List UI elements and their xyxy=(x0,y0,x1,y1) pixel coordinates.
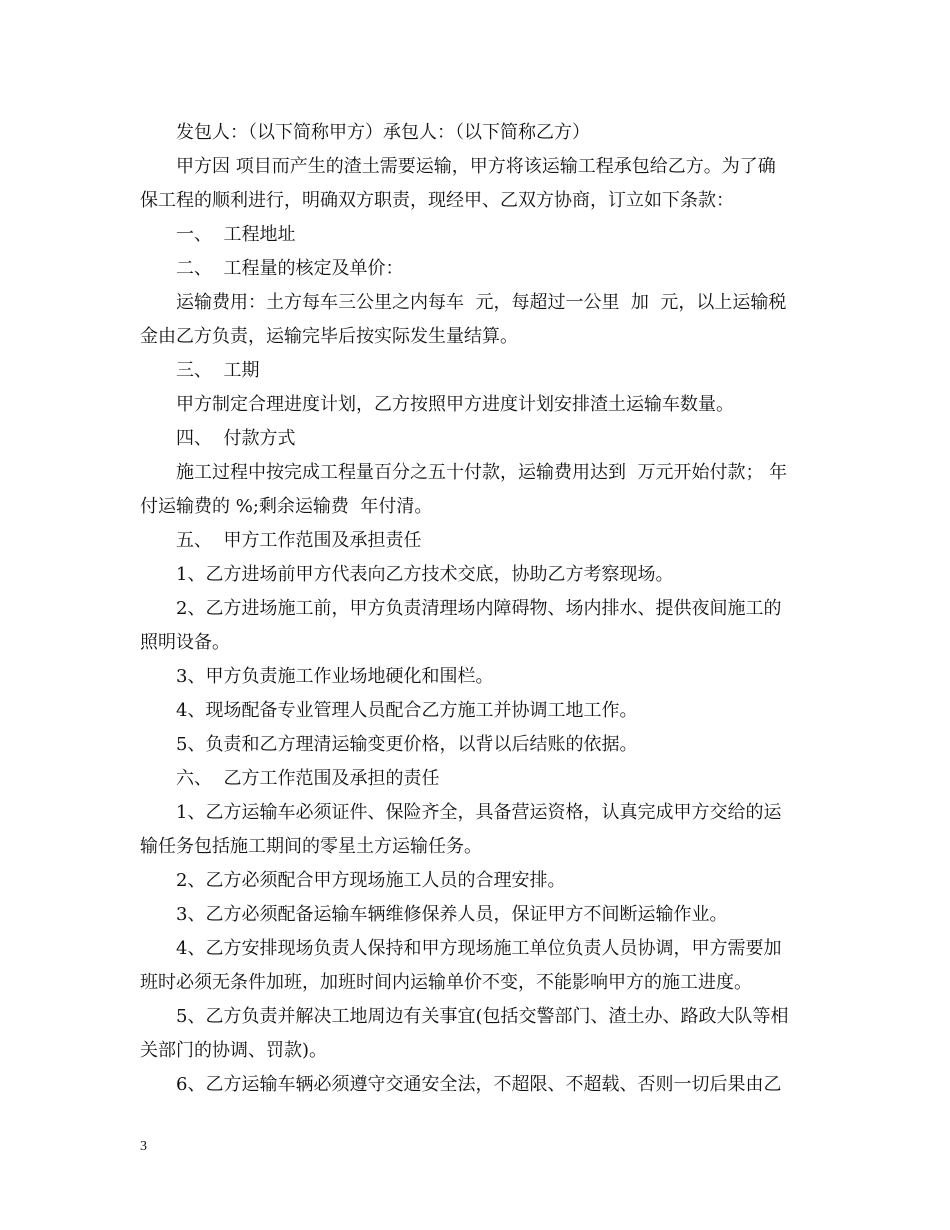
text-line: 3、乙方必须配备运输车辆维修保养人员，保证甲方不间断运输作业。 xyxy=(176,904,728,925)
text-line: 四、 付款方式 xyxy=(176,428,296,449)
text-line: 6、乙方运输车辆必须遵守交通安全法，不超限、不超载、否则一切后果由乙 xyxy=(176,1074,782,1095)
text-line: 发包人：（以下简称甲方）承包人：（以下简称乙方） xyxy=(176,122,590,143)
text-line: 施工过程中按完成工程量百分之五十付款，运输费用达到 万元开始付款； 年 xyxy=(176,462,788,483)
text-line: 甲方因 项目而产生的渣土需要运输，甲方将该运输工程承包给乙方。为了确 xyxy=(176,156,776,177)
text-line: 4、乙方安排现场负责人保持和甲方现场施工单位负责人员协调，甲方需要加 xyxy=(176,938,782,959)
text-line: 甲方制定合理进度计划，乙方按照甲方进度计划安排渣土运输车数量。 xyxy=(176,394,734,415)
text-line: 五、 甲方工作范围及承担责任 xyxy=(176,530,422,551)
text-line: 二、 工程量的核定及单价： xyxy=(176,258,404,279)
text-line: 关部门的协调、罚款)。 xyxy=(140,1040,328,1061)
text-line: 照明设备。 xyxy=(140,632,230,653)
text-line: 3、甲方负责施工作业场地硬化和围栏。 xyxy=(176,666,494,687)
text-line: 六、 乙方工作范围及承担的责任 xyxy=(176,768,440,789)
text-line: 运输费用：土方每车三公里之内每车 元，每超过一公里 加 元，以上运输税 xyxy=(176,292,787,313)
text-line: 金由乙方负责，运输完毕后按实际发生量结算。 xyxy=(140,326,518,347)
text-line: 5、负责和乙方理清运输变更价格，以背以后结账的依据。 xyxy=(176,734,638,755)
text-line: 保工程的顺利进行，明确双方职责，现经甲、乙双方协商，订立如下条款： xyxy=(140,190,734,211)
text-line: 5、乙方负责并解决工地周边有关事宜(包括交警部门、渣土办、路政大队等相 xyxy=(176,1006,789,1027)
text-line: 2、乙方必须配合甲方现场施工人员的合理安排。 xyxy=(176,870,566,891)
text-line: 1、乙方运输车必须证件、保险齐全，具备营运资格，认真完成甲方交给的运 xyxy=(176,802,782,823)
page-number: 3 xyxy=(140,1139,147,1154)
text-line: 班时必须无条件加班，加班时间内运输单价不变，不能影响甲方的施工进度。 xyxy=(140,972,752,993)
text-line: 输任务包括施工期间的零星土方运输任务。 xyxy=(140,836,482,857)
document-body xyxy=(140,116,812,1102)
text-line: 付运输费的 %;剩余运输费 年付清。 xyxy=(140,496,433,517)
text-line: 三、 工期 xyxy=(176,360,260,381)
text-line: 一、 工程地址 xyxy=(176,224,296,245)
text-line: 1、乙方进场前甲方代表向乙方技术交底，协助乙方考察现场。 xyxy=(176,564,674,585)
text-line: 2、乙方进场施工前，甲方负责清理场内障碍物、场内排水、提供夜间施工的 xyxy=(176,598,782,619)
text-line: 4、现场配备专业管理人员配合乙方施工并协调工地工作。 xyxy=(176,700,638,721)
